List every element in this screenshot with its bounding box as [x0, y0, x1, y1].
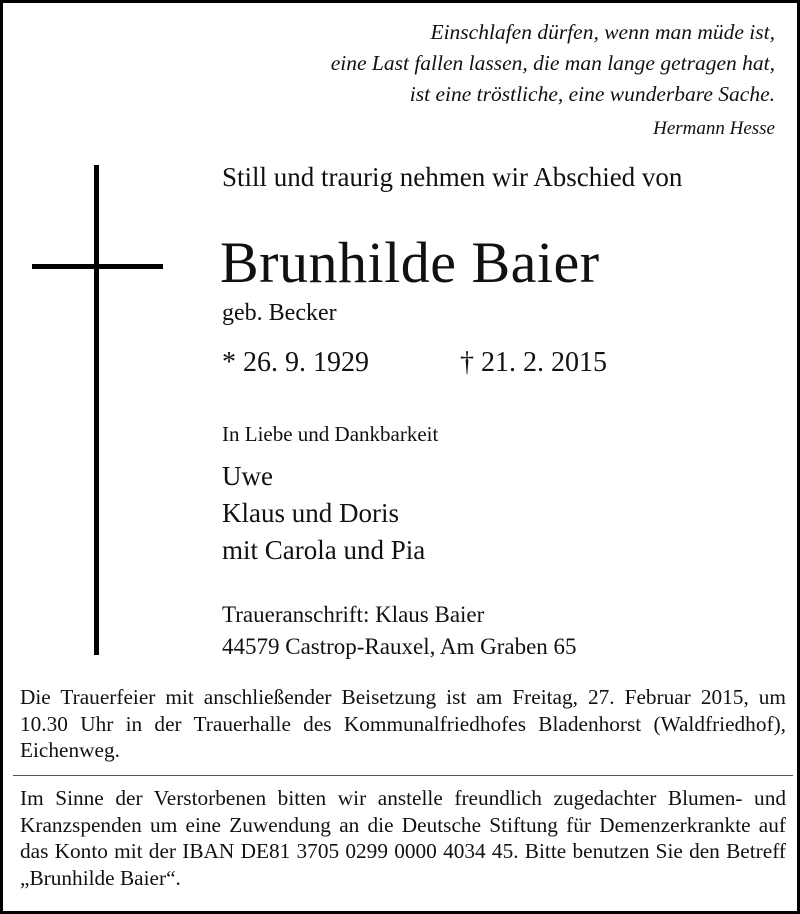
mourning-address — [222, 599, 577, 663]
mourners-heading: In Liebe und Dankbarkeit — [222, 422, 439, 446]
poem-line: eine Last fallen lassen, die man lange getragen hat, — [330, 51, 775, 75]
funeral-info: Die Trauerfeier mit anschließender Beisetzung ist am Freitag, 27. Februar 2015, um 10.30 Uhr in der Trauerhalle des Kommunalfriedhofes Bladenhorst (Waldfriedhof), Eichenweg. — [20, 685, 786, 762]
cross-icon — [94, 165, 99, 655]
mourner-name: mit Carola und Pia — [222, 535, 426, 565]
mourner-name: Uwe — [222, 461, 273, 491]
intro-text: Still und traurig nehmen wir Abschied von — [222, 162, 683, 192]
mourners-list — [222, 458, 425, 569]
cross-icon-bar — [32, 264, 163, 269]
deceased-name: Brunhilde Baier — [220, 230, 600, 295]
poem-author: Hermann Hesse — [653, 118, 775, 139]
poem-line: Einschlafen dürfen, wenn man müde ist, — [430, 20, 775, 44]
poem-line: ist eine tröstliche, eine wunderbare Sache. — [409, 82, 775, 106]
address-line: Traueranschrift: Klaus Baier — [222, 602, 485, 627]
death-date: † 21. 2. 2015 — [460, 347, 607, 378]
address-line: 44579 Castrop-Rauxel, Am Graben 65 — [222, 634, 577, 659]
poem-quote — [175, 17, 775, 144]
birth-name: geb. Becker — [222, 300, 337, 326]
birth-date: * 26. 9. 1929 — [222, 347, 369, 378]
divider — [13, 775, 793, 776]
donation-info: Im Sinne der Verstorbenen bitten wir anstelle freundlich zugedachter Blumen- und Kranzspenden um eine Zuwendung an die Deutsche Stiftung für Demenzerkrankte auf das Konto mit der IBAN DE81 3705 0299 0000 4034 45. Bitte benutzen Sie den Betreff „Brunhilde Baier“. — [20, 786, 786, 890]
mourner-name: Klaus und Doris — [222, 498, 399, 528]
